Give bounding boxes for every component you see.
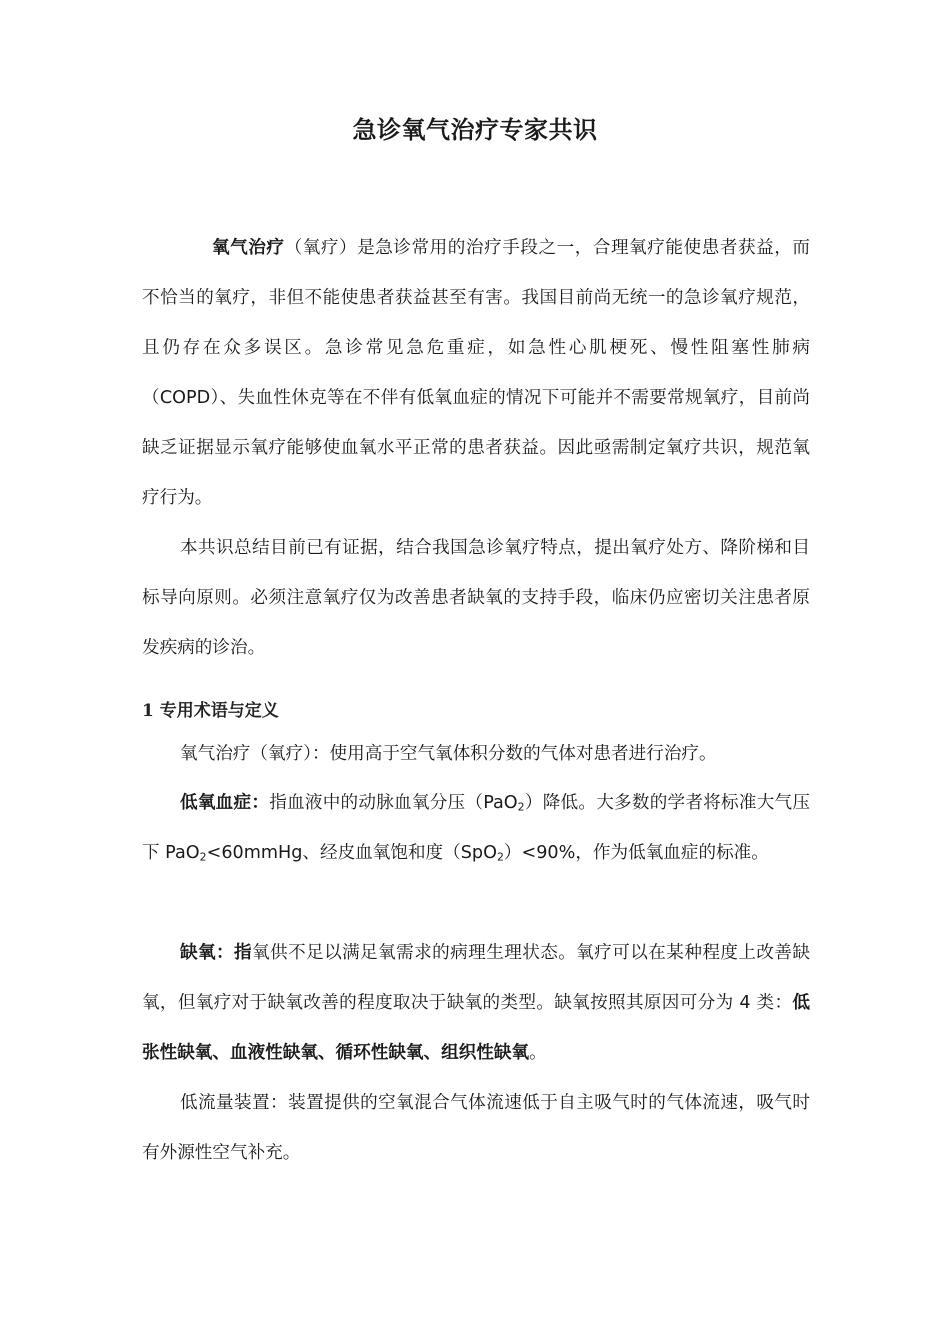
- definition-hypoxemia: [142, 778, 810, 878]
- definition-oxygen-therapy: 氧气治疗（氧疗）：使用高于空气氧体积分数的气体对患者进行治疗。: [180, 744, 717, 764]
- hypoxemia-text-4: ）<90%，作为低氧血症的标准。: [503, 843, 769, 863]
- intro-paragraph-1-text: （氧疗）是急诊常用的治疗手段之一，合理氧疗能使患者获益，而不恰当的氧疗，非但不能使患者获益甚至有害。我国目前尚无统一的急诊氧疗规范，且仍存在众多误区。急诊常见急危重症，如急性心肌梗死、慢性阻塞性肺病（COPD）、失血性休克等在不伴有低氧血症的情况下可能并不需要常规氧疗，目前尚缺乏证据显示氧疗能够使血氧水平正常的患者获益。因此亟需制定氧疗共识，规范氧疗行为。: [142, 238, 810, 508]
- hypoxia-text: 氧供不足以满足氧需求的病理生理状态。氧疗可以在某种程度上改善缺氧，但氧疗对于缺氧改善的程度取决于缺氧的类型。缺氧按照其原因可分为 4 类：: [142, 943, 810, 1013]
- definition-low-flow-device: 低流量装置：装置提供的空氧混合气体流速低于自主吸气时的气体流速，吸气时有外源性空气补充。: [142, 1093, 810, 1163]
- hypoxemia-text-3: <60mmHg、经皮血氧饱和度（SpO: [206, 843, 497, 863]
- hypoxia-types: 低张性缺氧、血液性缺氧、循环性缺氧、组织性缺氧: [142, 993, 810, 1063]
- definition-hypoxia: [142, 928, 810, 1078]
- intro-paragraph-1: [142, 223, 810, 523]
- hypoxia-term: 缺氧：指: [180, 943, 253, 963]
- hypoxia-end: 。: [529, 1043, 547, 1063]
- intro-paragraph-2: 本共识总结目前已有证据，结合我国急诊氧疗特点，提出氧疗处方、降阶梯和目标导向原则。必须注意氧疗仅为改善患者缺氧的支持手段，临床仍应密切关注患者原发疾病的诊治。: [142, 538, 810, 658]
- section-heading: 1 专用术语与定义: [142, 701, 279, 721]
- hypoxemia-text-1: 指血液中的动脉血氧分压（PaO: [269, 793, 518, 813]
- hypoxemia-text-2: ）降低。大多数的学者将标准大气压下 PaO: [142, 793, 810, 863]
- subscript-2: 2: [496, 850, 504, 864]
- subscript-2: 2: [199, 850, 207, 864]
- subscript-2: 2: [517, 800, 525, 814]
- document-title: 急诊氧气治疗专家共识: [352, 116, 598, 144]
- intro-bold-lead: 氧气治疗: [212, 238, 285, 258]
- hypoxemia-term: 低氧血症：: [180, 793, 270, 813]
